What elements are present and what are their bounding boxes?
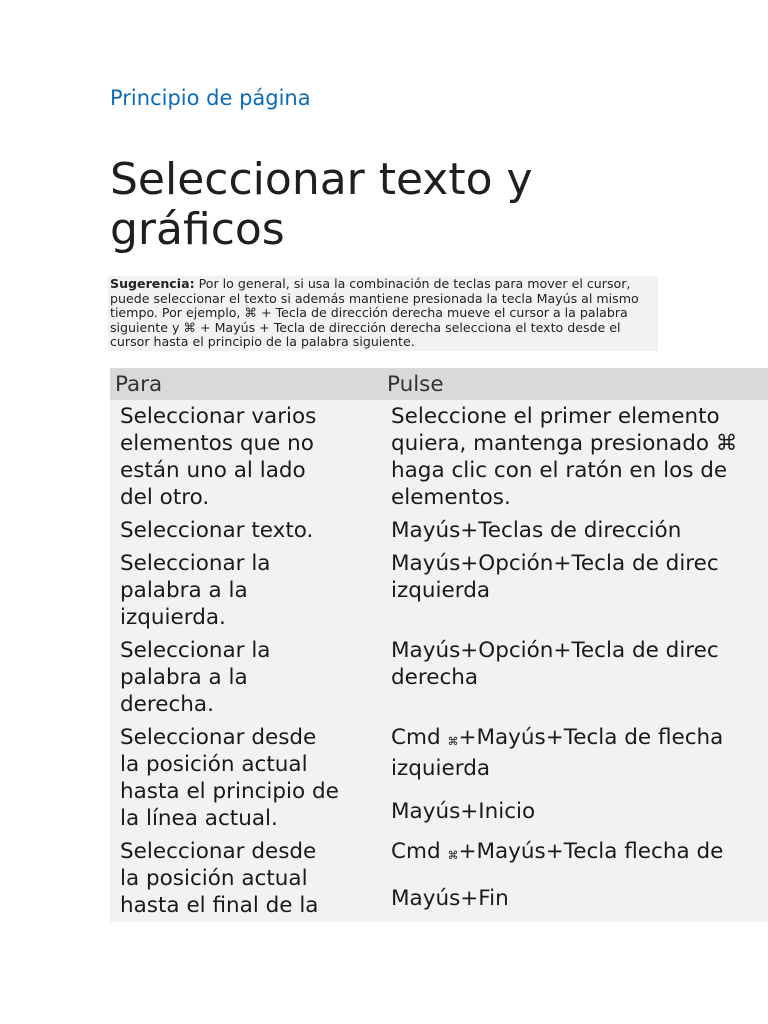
keys-rest: +Mayús+Tecla de flecha — [458, 725, 724, 750]
action-line: la posición actual — [120, 866, 308, 891]
action-line: la línea actual. — [120, 806, 278, 831]
table-row — [110, 835, 768, 922]
keys-line: Seleccione el primer elemento — [391, 404, 720, 429]
action-line: elementos que no — [120, 431, 314, 456]
keys-line: Mayús+Teclas de dirección — [391, 518, 682, 543]
action-line: Seleccionar desde — [120, 839, 317, 864]
action-line: palabra a la — [120, 665, 248, 690]
keys-cell — [382, 835, 768, 922]
column-header-para: Para — [110, 368, 382, 400]
action-line: Seleccionar desde — [120, 725, 317, 750]
keys-prefix: Cmd — [391, 839, 448, 864]
keys-alt-line: Mayús+Inicio — [391, 799, 536, 824]
table-row — [110, 514, 768, 547]
table-header-row — [110, 368, 768, 400]
tip-text: Por lo general, si usa la combinación de teclas para mover el cursor, puede seleccionar el texto si además mantiene presionada la tecla Mayús al mismo tiempo. Por ejemplo, ⌘ + Tecla de dirección derecha mueve el cursor a la palabra siguiente y ⌘ + Mayús + Tecla de dirección derecha selecciona el texto desde el cursor hasta el principio de la palabra siguiente. — [110, 276, 639, 350]
action-line: del otro. — [120, 485, 210, 510]
action-cell — [110, 400, 382, 514]
column-header-pulse: Pulse — [382, 368, 768, 400]
page-title: Seleccionar texto y gráficos — [110, 154, 533, 255]
keys-line: elementos. — [391, 485, 511, 510]
action-cell — [110, 835, 382, 922]
keys-rest: +Mayús+Tecla flecha de — [458, 839, 724, 864]
command-key-icon: ⌘ — [447, 849, 459, 862]
action-line: palabra a la — [120, 578, 248, 603]
action-line: izquierda. — [120, 605, 226, 630]
action-line: la posición actual — [120, 752, 308, 777]
action-line: Seleccionar varios — [120, 404, 317, 429]
action-line: Seleccionar texto. — [120, 518, 314, 543]
action-line: hasta el final de la — [120, 893, 319, 918]
keys-cell — [382, 547, 768, 634]
action-cell — [110, 634, 382, 721]
keys-line: derecha — [391, 665, 479, 690]
shortcut-table — [110, 368, 768, 922]
action-cell — [110, 514, 382, 547]
action-line: hasta el principio de — [120, 779, 339, 804]
action-line: derecha. — [120, 692, 214, 717]
table-row — [110, 547, 768, 634]
keys-prefix: Cmd — [391, 725, 448, 750]
keys-alt-line: Mayús+Fin — [391, 886, 509, 911]
table-row — [110, 400, 768, 514]
action-line: Seleccionar la — [120, 551, 271, 576]
keys-line: Mayús+Opción+Tecla de direc — [391, 551, 719, 576]
action-line: están uno al lado — [120, 458, 306, 483]
keys-cell — [382, 400, 768, 514]
shortcut-table-container — [110, 368, 768, 928]
keys-line — [391, 724, 768, 755]
table-row — [110, 634, 768, 721]
keys-line: Mayús+Opción+Tecla de direc — [391, 638, 719, 663]
keys-line: izquierda — [391, 578, 491, 603]
tip-label: Sugerencia: — [110, 276, 195, 291]
top-of-page-link[interactable]: Principio de página — [110, 86, 311, 110]
keys-line: izquierda — [391, 756, 491, 781]
keys-line: haga clic con el ratón en los de — [391, 458, 728, 483]
command-key-icon: ⌘ — [447, 735, 459, 748]
keys-cell — [382, 634, 768, 721]
keys-cell — [382, 721, 768, 835]
action-cell — [110, 721, 382, 835]
keys-cell — [382, 514, 768, 547]
tip-box — [108, 276, 658, 351]
action-line: Seleccionar la — [120, 638, 271, 663]
table-row — [110, 721, 768, 835]
keys-line: quiera, mantenga presionado ⌘ — [391, 431, 738, 456]
keys-line — [391, 838, 768, 869]
action-cell — [110, 547, 382, 634]
